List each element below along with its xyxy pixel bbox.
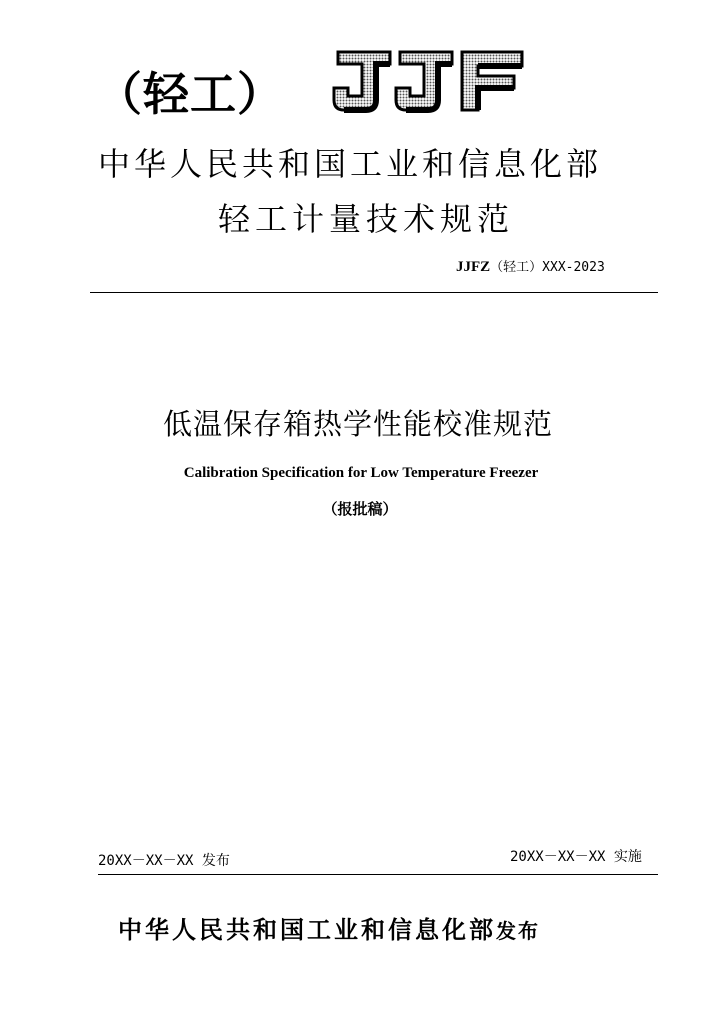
- issuer: [118, 912, 540, 949]
- draft-status: （报批稿）: [322, 500, 398, 518]
- issuer-name: 中华人民共和国工业和信息化部: [118, 916, 496, 944]
- code-rest: （轻工）XXX-2023: [490, 260, 605, 275]
- publish-date: 20XX－XX－XX 发布: [98, 853, 230, 869]
- jjf-logo: [330, 48, 526, 114]
- svg-text:JJF: JJF: [330, 48, 332, 49]
- ministry-name: 中华人民共和国工业和信息化部: [98, 145, 603, 183]
- implement-date: 20XX－XX－XX 实施: [510, 849, 642, 865]
- issuer-suffix: 发布: [496, 919, 540, 943]
- code-prefix: JJFZ: [456, 259, 491, 275]
- document-title-chinese: 低温保存箱热学性能校准规范: [162, 407, 553, 441]
- document-code: [456, 256, 605, 279]
- category-tag: （轻工）: [96, 67, 284, 121]
- bottom-divider: [98, 874, 658, 875]
- spec-type: 轻工计量技术规范: [218, 200, 515, 238]
- top-divider: [90, 292, 658, 293]
- document-title-english: Calibration Specification for Low Temperature Freezer: [183, 465, 539, 481]
